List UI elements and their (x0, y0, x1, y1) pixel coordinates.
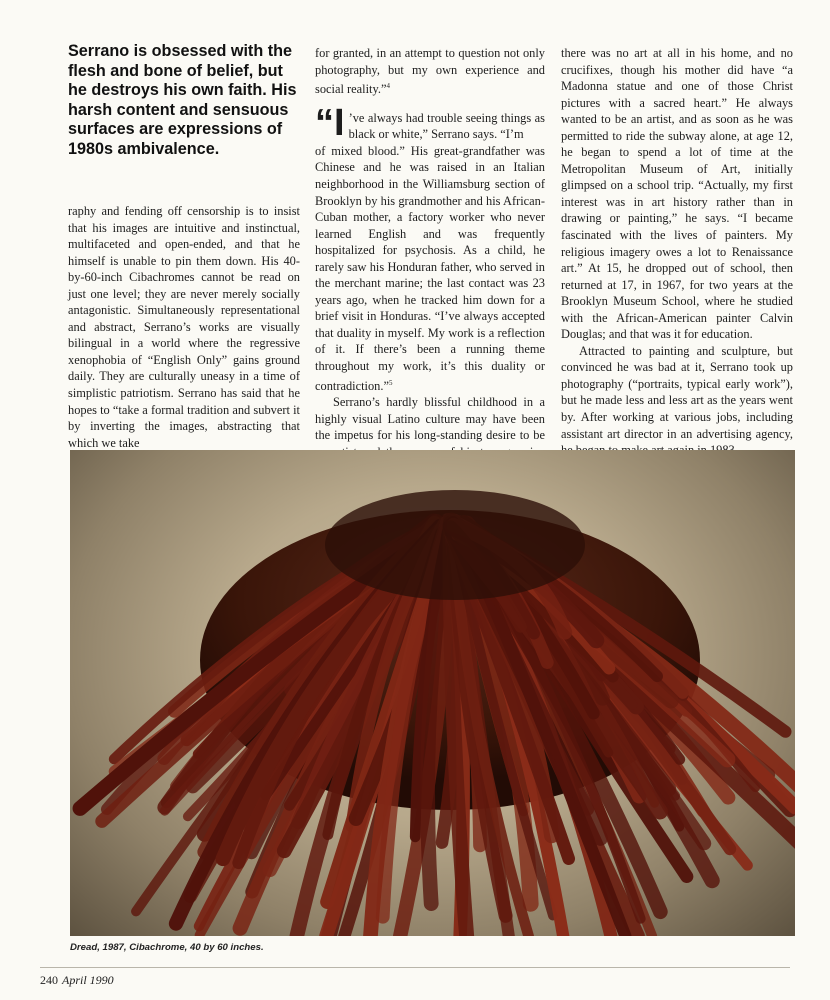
artwork-size: 40 by 60 inches. (190, 942, 264, 953)
artwork-photo (70, 450, 795, 936)
footer-rule (40, 967, 790, 968)
article-column-2 (315, 45, 545, 477)
dreadlocks-image (70, 450, 795, 936)
photo-caption (70, 942, 795, 953)
artwork-title: Dread, (70, 942, 100, 953)
paragraph-text: of mixed blood.” His great-grandfather was Chinese and he was raised in an Italian neighborhood in the Williamsburg section of Brooklyn by his grandmother and his African-Cuban mother, a factory worker who never learned English and was frequently hospitalized for psychosis. As a child, he rarely saw his Honduran father, who served in the merchant marine; the last contact was 23 years ago, when he tracked him down for a brief visit in Honduras. “I’ve always accepted that duality in myself. My work is a reflection of it. If there’s been a running theme throughout my work, it’s this duality or contradiction.” (315, 143, 545, 393)
paragraph (315, 143, 545, 394)
article-column-1 (68, 203, 300, 451)
paragraph: Attracted to painting and sculpture, but convinced he was bad at it, Serrano took up photography (“portraits, typical early work”), but he made less and less art as the years went by. After working at various jobs, including assistant art director in an advertising agency, (561, 343, 793, 441)
paragraph: raphy and fending off censorship is to insist that his images are intuitive and instinctual, multifaceted and open-ended, and that he himself is unable to pin them down. His 40-by-60-inch Cibachromes cannot be read on just one level; they are never merely socially antagonistic. Simultaneously representational and abstract, Serrano’s works are visually bilingual in a world where the regressive xenophobia of “English Only” gains ground daily. They are culturally uneasy in a time of simplistic patriotism. Serrano has said that he hopes to “take a formal tradition and subvert it by inverting the images, abstracting that which we take (68, 204, 300, 450)
footnote-marker: 5 (388, 378, 393, 387)
paragraph-text: ’ve always had trouble seeing things as black or white,” Serrano says. “I’m (348, 110, 545, 142)
issue-date: April 1990 (62, 973, 114, 987)
footnote-marker: 4 (386, 82, 390, 91)
artwork-year: 1987, (102, 942, 127, 953)
pull-quote: Serrano is obsessed with the flesh and bone of belief, but he destroys his own faith. His harsh content and sensuous surfaces are expressions of 1980s ambivalence. (68, 42, 297, 158)
page-number: 240 (40, 973, 58, 987)
paragraph (315, 45, 545, 98)
paragraph-text: for granted, in an attempt to question not only photography, but my own experience and social reality.” (315, 46, 545, 97)
folio (40, 973, 114, 988)
drop-cap: “I (315, 101, 345, 144)
artwork-medium: Cibachrome, (129, 942, 188, 953)
paragraph: there was no art at all in his home, and no crucifixes, though his mother did have “a Madonna statue and one of those Christ pictures with a sacred heart.” He always wanted to be an artist, and as soon as he was permitted to ride the subway alone, at age 12, he began to spend a lot of time at the Metropolitan Museum of Art, initially glimpsed on a school trip. “Actually, my first interest was in art history rather than in drawing or painting,” he says. “I became fascinated with the lives of painters. My religious imagery owes a lot to Renaissance art.” At 15, he dropped out of school, then returned at 17, in 1967, for two years at the Brooklyn Museum School, where he studied with the African-American painter Calvin Douglas; and that was it for education. (561, 46, 793, 342)
hair-part (325, 490, 585, 600)
drop-quote-line (315, 101, 545, 144)
article-column-3 (561, 45, 793, 459)
paragraph: Serrano’s hardly blissful childhood in a highly visual Latino culture may have been the impetus for his long-standing desire to be (315, 395, 545, 443)
